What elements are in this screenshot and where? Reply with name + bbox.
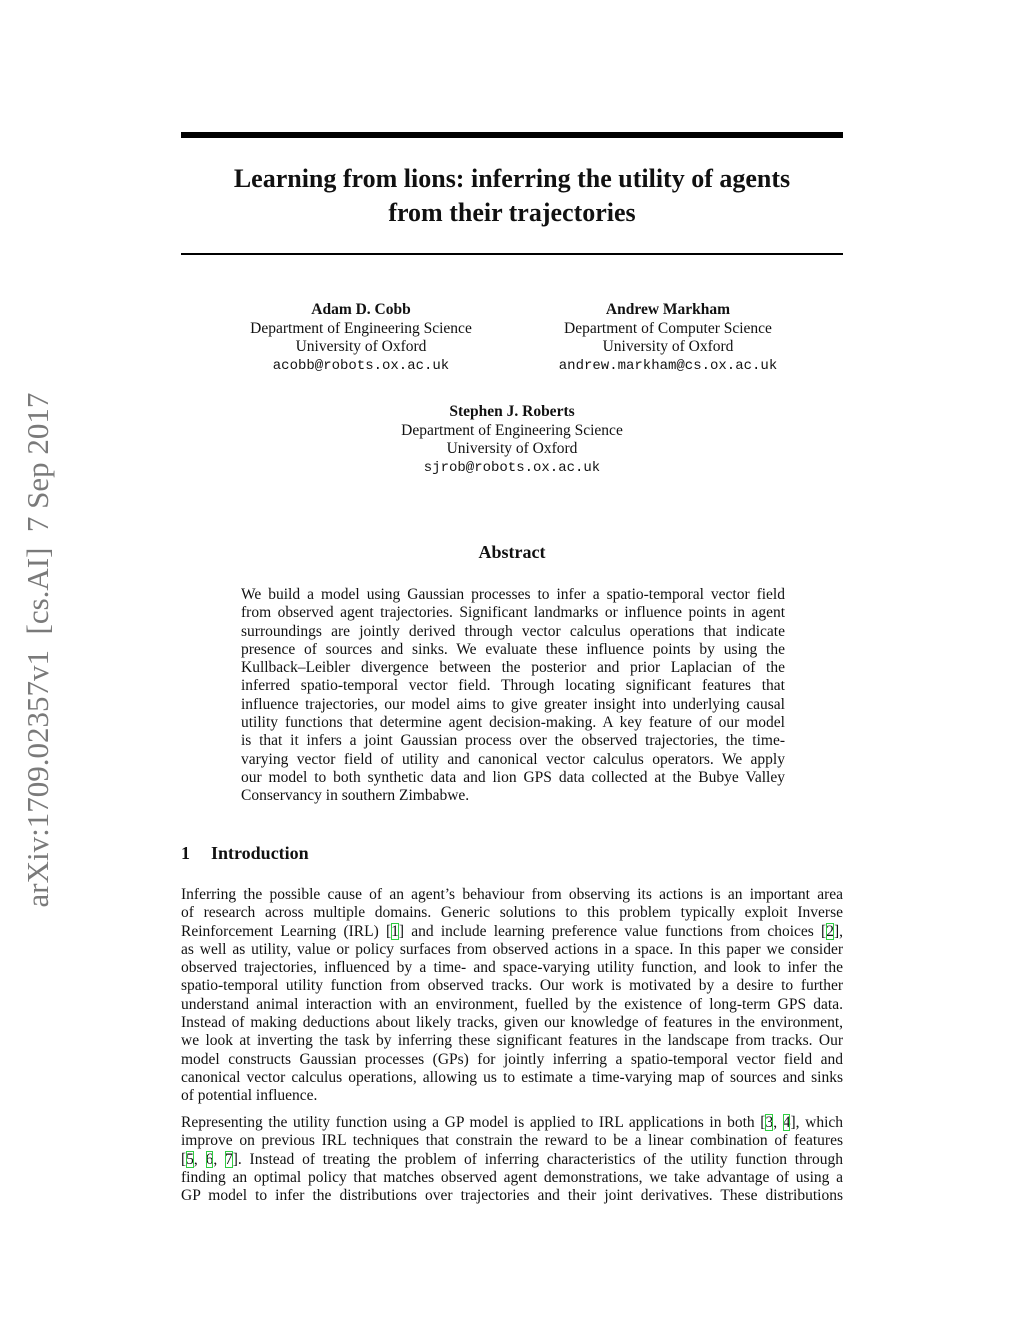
text-line: Instead of making deductions about likely tracks, given our knowledge of features in the environment, [181, 1014, 843, 1032]
author-email[interactable]: andrew.markham@cs.ox.ac.uk [558, 357, 778, 374]
author-university: University of Oxford [602, 338, 734, 355]
citation-link-2[interactable]: 2 [826, 922, 834, 940]
abstract-line: varying vector field of utility and canonical vector calculus operators. We apply [241, 750, 785, 768]
citation-link-6[interactable]: 6 [205, 1150, 214, 1168]
text-line: of potential influence. [181, 1087, 318, 1105]
intro-paragraph-2 [181, 1114, 843, 1205]
section-title: Introduction [211, 843, 309, 863]
citation-link-1[interactable]: 1 [391, 922, 399, 940]
abstract-body [241, 586, 785, 806]
abstract-line: from observed agent trajectories. Significant landmarks or influence points in agent [241, 604, 785, 622]
author-department: Department of Engineering Science [250, 319, 472, 337]
arxiv-id: arXiv:1709.02357v1 [20, 650, 55, 908]
arxiv-date: 7 Sep 2017 [20, 392, 55, 533]
abstract-line: Conservancy in southern Zimbabwe. [241, 787, 470, 805]
author-name: Stephen J. Roberts [449, 403, 575, 420]
author-university: University of Oxford [446, 440, 578, 457]
citation-link-7[interactable]: 7 [224, 1150, 233, 1168]
text-line: understand animal interaction with an environment, fuelled by the existence of long-term GPS data. [181, 995, 843, 1013]
text-line: spatio-temporal utility function from observed tracks. Our work is motivated by a desire to further [181, 977, 843, 995]
section-number: 1 [181, 843, 190, 863]
paper-title [181, 162, 843, 230]
text-line: Representing the utility function using a GP model is applied to IRL applications in both [3, 4], which [181, 1114, 844, 1131]
abstract-line: inferred spatio-temporal vector field. Through locating significant features that [241, 677, 785, 695]
abstract-line: presence of sources and sinks. We evaluate these influence points by using the [241, 640, 785, 658]
text-line: as well as utility, value or policy surfaces from observed actions in a space. In this paper we consider [181, 940, 843, 958]
arxiv-sidebar-stamp [18, 370, 58, 930]
text-line: of research across multiple domains. Generic solutions to this problem typically exploit Inverse [181, 904, 843, 922]
abstract-heading: Abstract [478, 542, 546, 562]
abstract-line: utility functions that determine agent decision-making. A key feature of our model [241, 714, 785, 732]
abstract-line: We build a model using Gaussian processes to infer a spatio-temporal vector field [241, 586, 785, 603]
author-department: Department of Engineering Science [401, 421, 623, 439]
citation-link-4[interactable]: 4 [782, 1114, 791, 1131]
text-line: we look at inverting the task by inferring these significant features in the landscape from tracks. Our [181, 1032, 843, 1050]
author-name: Andrew Markham [605, 301, 731, 318]
intro-paragraph-1 [181, 886, 843, 1106]
author-block-2 [508, 301, 828, 375]
author-university: University of Oxford [295, 338, 427, 355]
author-email[interactable]: sjrob@robots.ox.ac.uk [423, 459, 601, 476]
abstract-line: is that it infers a joint Gaussian process over the observed trajectories, the time- [241, 732, 785, 750]
abstract-line: our model to both synthetic data and lion GPS data collected at the Bubye Valley [241, 768, 785, 786]
text-line: observed trajectories, influenced by a time- and space-varying utility function, and look to infer the [181, 959, 843, 977]
citation-link-3[interactable]: 3 [765, 1114, 774, 1131]
citation-link-5[interactable]: 5 [186, 1150, 194, 1168]
author-email[interactable]: acobb@robots.ox.ac.uk [272, 357, 450, 374]
section-heading-introduction [181, 842, 309, 864]
author-block-1 [201, 301, 521, 375]
abstract-line: Kullback–Leibler divergence between the posterior and prior Laplacian of the [241, 659, 785, 677]
author-block-3 [352, 403, 672, 477]
text-line: model constructs Gaussian processes (GPs) for jointly inferring a spatio-temporal vector field and [181, 1050, 843, 1068]
text-line: canonical vector calculus operations, allowing us to estimate a time-varying map of sources and sinks [181, 1068, 843, 1086]
text-line: Inferring the possible cause of an agent’s behaviour from observing its actions is an important area [181, 886, 843, 903]
title-line-1: Learning from lions: inferring the utility of agents [233, 164, 791, 193]
text-line: improve on previous IRL techniques that constrain the reward to be a linear combination of features [181, 1132, 843, 1150]
text-line: [5, 6, 7]. Instead of treating the problem of inferring characteristics of the utility function through [181, 1150, 844, 1168]
arxiv-category: [cs.AI] [20, 547, 55, 635]
title-rule-bottom [181, 253, 843, 255]
title-rule-top [181, 132, 843, 138]
text-line: GP model to infer the distributions over trajectories and their joint derivatives. These distributions [181, 1187, 843, 1205]
abstract-line: surroundings are jointly derived through vector calculus operations that indicate [241, 622, 785, 640]
text-line: Reinforcement Learning (IRL) [1] and include learning preference value functions from choices [2], [181, 922, 843, 940]
abstract-line: influence trajectories, our model aims to give greater insight into underlying causal [241, 695, 785, 713]
text-line: finding an optimal policy that matches observed agent demonstrations, we take advantage of using a [181, 1168, 843, 1186]
author-name: Adam D. Cobb [311, 301, 411, 318]
title-line-2: from their trajectories [388, 198, 636, 227]
author-department: Department of Computer Science [564, 319, 772, 337]
